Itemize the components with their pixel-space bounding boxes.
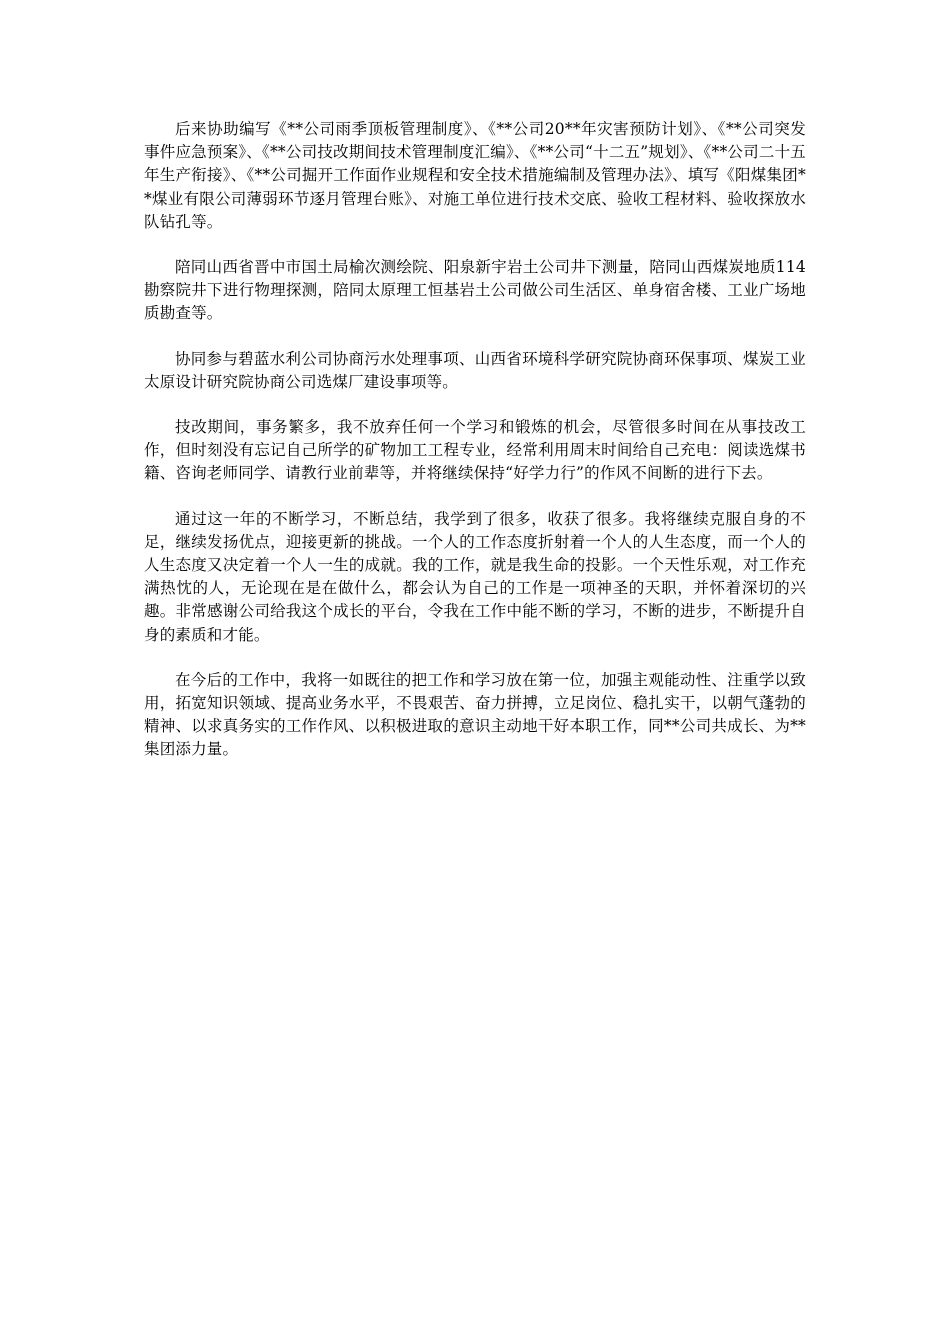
paragraph-6: 在今后的工作中，我将一如既往的把工作和学习放在第一位，加强主观能动性、注重学以致用，拓宽知识领域、提高业务水平，不畏艰苦、奋力拼搏，立足岗位、稳扎实干，以朝气蓬勃的精神、以求真务实的工作作风、以积极进取的意识主动地干好本职工作，同**公司共成长、为**集团添力量。 <box>144 670 806 759</box>
paragraph-2: 陪同山西省晋中市国土局榆次测绘院、阳泉新宇岩土公司井下测量，陪同山西煤炭地质114勘察院井下进行物理探测，陪同太原理工恒基岩土公司做公司生活区、单身宿舍楼、工业广场地质勘查等。 <box>144 258 806 323</box>
paragraph-3: 协同参与碧蓝水利公司协商污水处理事项、山西省环境科学研究院协商环保事项、煤炭工业太原设计研究院协商公司选煤厂建设事项等。 <box>144 349 806 391</box>
paragraph-4: 技改期间，事务繁多，我不放弃任何一个学习和锻炼的机会，尽管很多时间在从事技改工作，但时刻没有忘记自己所学的矿物加工工程专业，经常利用周末时间给自己充电：阅读选煤书籍、咨询老师同学、请教行业前辈等，并将继续保持“好学力行”的作风不间断的进行下去。 <box>144 418 806 483</box>
document-body <box>144 118 806 784</box>
paragraph-5: 通过这一年的不断学习，不断总结，我学到了很多，收获了很多。我将继续克服自身的不足，继续发扬优点，迎接更新的挑战。一个人的工作态度折射着一个人的人生态度，而一个人的人生态度又决定着一个人一生的成就。我的工作，就是我生命的投影。一个天性乐观，对工作充满热忱的人，无论现在是在做什么，都会认为自己的工作是一项神圣的天职，并怀着深切的兴趣。非常感谢公司给我这个成长的平台，令我在工作中能不断的学习，不断的进步，不断提升自身的素质和才能。 <box>144 509 806 644</box>
paragraph-1: 后来协助编写《**公司雨季顶板管理制度》、《**公司20**年灾害预防计划》、《**公司突发事件应急预案》、《**公司技改期间技术管理制度汇编》、《**公司“十二五”规划》、《**公司二十五年生产衔接》、《**公司掘开工作面作业规程和安全技术措施编制及管理办法》、填写《阳煤集团**煤业有限公司薄弱环节逐月管理台账》、对施工单位进行技术交底、验收工程材料、验收探放水队钻孔等。 <box>144 120 806 231</box>
